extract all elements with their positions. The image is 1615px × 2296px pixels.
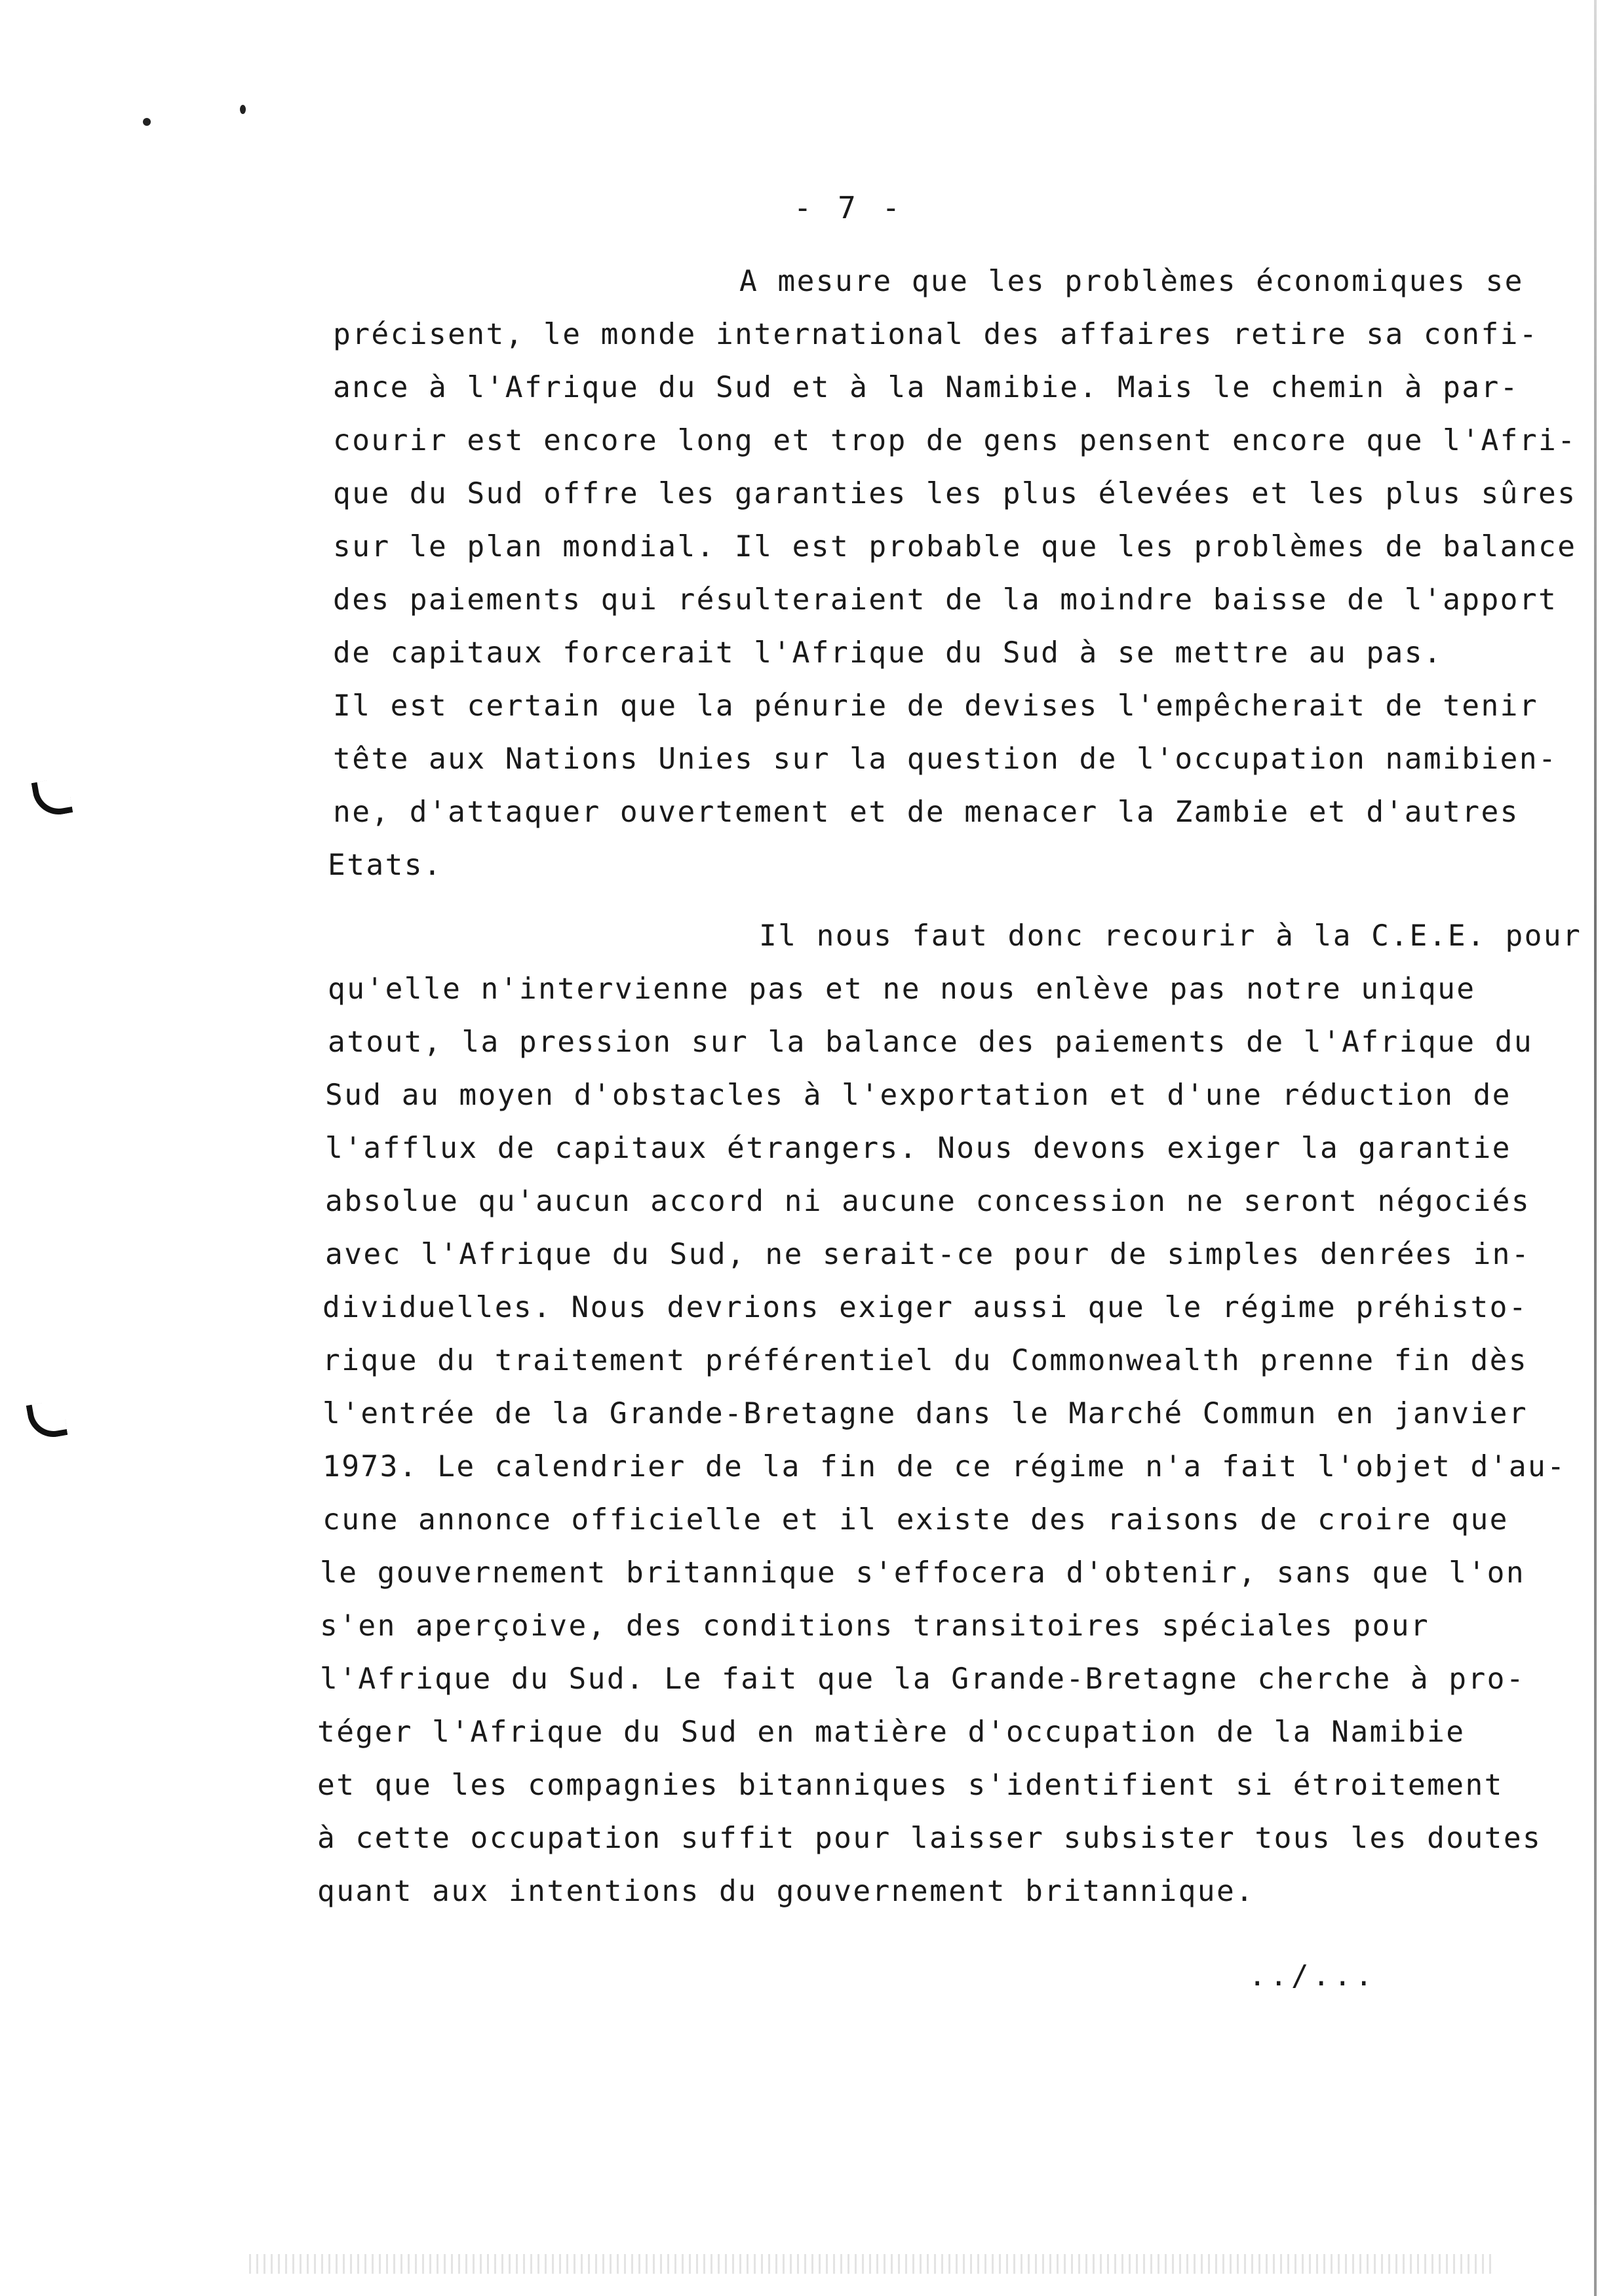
text-line: absolue qu'aucun accord ni aucune concession ne seront négociés bbox=[325, 1185, 1531, 1218]
text-line: qu'elle n'intervienne pas et ne nous enlève pas notre unique bbox=[328, 972, 1476, 1006]
text-line: Sud au moyen d'obstacles à l'exportation et d'une réduction de bbox=[325, 1079, 1511, 1112]
text-line: ne, d'attaquer ouvertement et de menacer la Zambie et d'autres bbox=[333, 795, 1519, 829]
text-line: précisent, le monde international des affaires retire sa confi- bbox=[333, 318, 1539, 351]
text-line: et que les compagnies bitanniques s'identifient si étroitement bbox=[317, 1769, 1504, 1802]
scan-noise bbox=[249, 2254, 1494, 2274]
text-line: l'Afrique du Sud. Le fait que la Grande-Bretagne cherche à pro- bbox=[320, 1662, 1526, 1696]
text-line: Il est certain que la pénurie de devises l'empêcherait de tenir bbox=[333, 689, 1539, 723]
scan-speck bbox=[143, 118, 151, 126]
page-number: - 7 - bbox=[793, 190, 905, 225]
text-line: l'afflux de capitaux étrangers. Nous devons exiger la garantie bbox=[325, 1132, 1511, 1165]
text-line: cune annonce officielle et il existe des raisons de croire que bbox=[322, 1503, 1509, 1537]
text-line: le gouvernement britannique s'effocera d'obtenir, sans que l'on bbox=[320, 1556, 1526, 1590]
punch-hole-mark bbox=[31, 777, 73, 819]
scan-speck bbox=[240, 105, 246, 114]
text-line: 1973. Le calendrier de la fin de ce régime n'a fait l'objet d'au- bbox=[322, 1450, 1566, 1483]
text-line: dividuelles. Nous devrions exiger aussi que le régime préhisto- bbox=[322, 1291, 1528, 1324]
text-line: avec l'Afrique du Sud, ne serait-ce pour de simples denrées in- bbox=[325, 1238, 1531, 1271]
text-line: sur le plan mondial. Il est probable que les problèmes de balance bbox=[333, 530, 1577, 564]
text-line: rique du traitement préférentiel du Commonwealth prenne fin dès bbox=[322, 1344, 1528, 1377]
page-edge-shadow bbox=[1594, 0, 1597, 2296]
text-line: atout, la pression sur la balance des paiements de l'Afrique du bbox=[328, 1025, 1534, 1059]
text-line: Etats. bbox=[328, 849, 443, 882]
continuation-marker: ../... bbox=[1249, 1959, 1376, 1993]
punch-hole-mark bbox=[26, 1400, 68, 1442]
text-line: courir est encore long et trop de gens pensent encore que l'Afri- bbox=[333, 424, 1577, 457]
text-line: quant aux intentions du gouvernement britannique. bbox=[317, 1875, 1255, 1908]
text-line: A mesure que les problèmes économiques se bbox=[739, 265, 1524, 298]
text-line: téger l'Afrique du Sud en matière d'occupation de la Namibie bbox=[317, 1715, 1466, 1749]
text-line: des paiements qui résulteraient de la moindre baisse de l'apport bbox=[333, 583, 1558, 617]
text-line: Il nous faut donc recourir à la C.E.E. pour bbox=[759, 919, 1582, 953]
text-line: ance à l'Afrique du Sud et à la Namibie. Mais le chemin à par- bbox=[333, 371, 1519, 404]
text-line: tête aux Nations Unies sur la question de l'occupation namibien- bbox=[333, 742, 1558, 776]
text-line: de capitaux forcerait l'Afrique du Sud à se mettre au pas. bbox=[333, 636, 1443, 670]
text-line: que du Sud offre les garanties les plus élevées et les plus sûres bbox=[333, 477, 1577, 510]
text-line: s'en aperçoive, des conditions transitoires spéciales pour bbox=[320, 1609, 1430, 1643]
text-line: l'entrée de la Grande-Bretagne dans le Marché Commun en janvier bbox=[322, 1397, 1528, 1430]
text-line: à cette occupation suffit pour laisser subsister tous les doutes bbox=[317, 1822, 1542, 1855]
